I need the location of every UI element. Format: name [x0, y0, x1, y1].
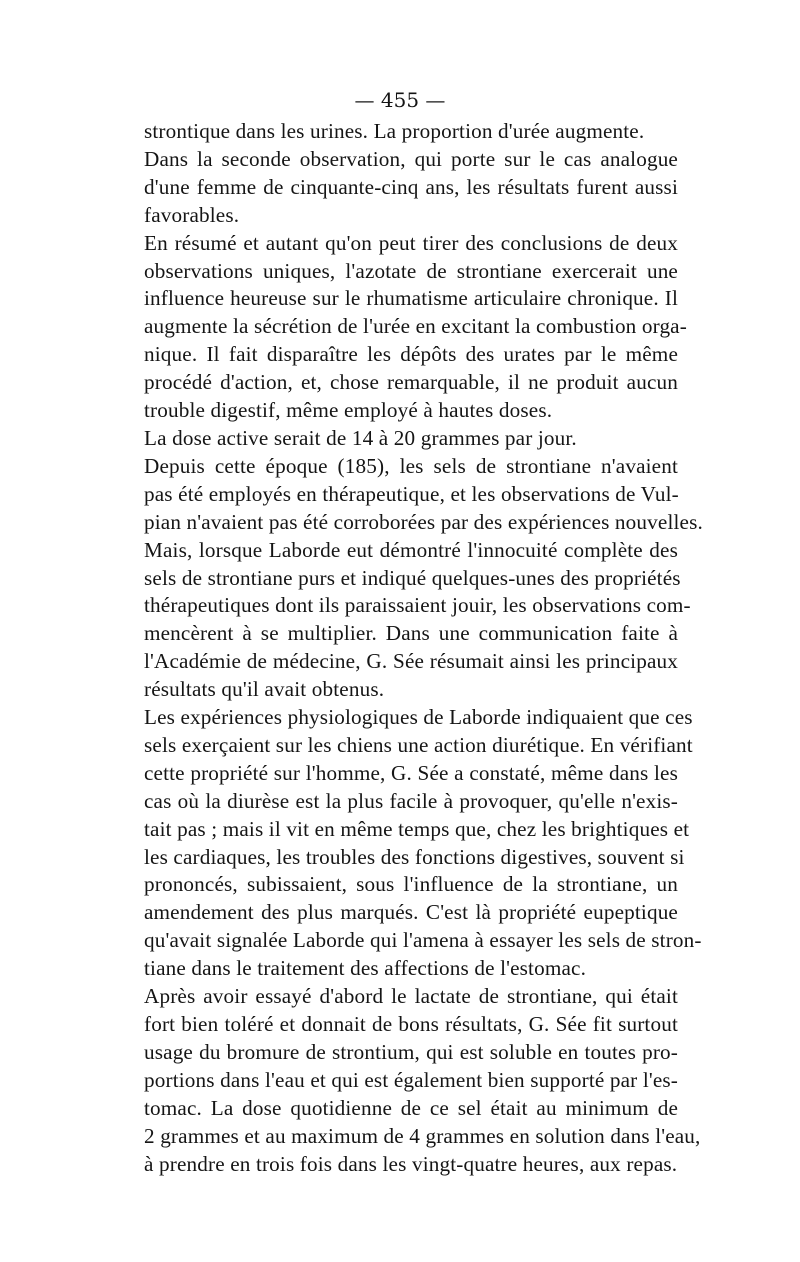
- text-line: influence heureuse sur le rhumatisme articulaire chronique. Il: [144, 286, 678, 311]
- text-line: cette propriété sur l'homme, G. Sée a constaté, même dans les: [144, 760, 678, 785]
- text-line: Depuis cette époque (185), les sels de strontiane n'avaient: [144, 453, 678, 478]
- text-line: usage du bromure de strontium, qui est soluble en toutes pro-: [144, 1039, 678, 1064]
- paragraph: [144, 453, 703, 537]
- text-line: trouble digestif, même employé à hautes doses.: [144, 398, 553, 423]
- paragraph: [144, 425, 678, 453]
- text-line: tomac. La dose quotidienne de ce sel était au minimum de: [144, 1095, 678, 1120]
- paragraph: [144, 146, 678, 230]
- text-line: nique. Il fait disparaître les dépôts des urates par le même: [144, 342, 678, 367]
- text-line: mencèrent à se multiplier. Dans une communication faite à: [144, 621, 678, 646]
- text-line: Les expériences physiologiques de Laborde indiquaient que ces: [144, 705, 693, 730]
- text-line: procédé d'action, et, chose remarquable, il ne produit aucun: [144, 370, 678, 395]
- text-line: 2 grammes et au maximum de 4 grammes en solution dans l'eau,: [144, 1123, 701, 1148]
- text-line: portions dans l'eau et qui est également bien supporté par l'es-: [144, 1067, 678, 1092]
- text-line: l'Académie de médecine, G. Sée résumait ainsi les principaux: [144, 649, 678, 674]
- body-text: [144, 118, 703, 1178]
- text-line: d'une femme de cinquante-cinq ans, les résultats furent aussi: [144, 174, 678, 199]
- paragraph: [144, 230, 687, 425]
- text-line: Dans la seconde observation, qui porte sur le cas analogue: [144, 146, 678, 171]
- text-line: pian n'avaient pas été corroborées par des expériences nouvelles.: [144, 509, 703, 534]
- text-line: tiane dans le traitement des affections de l'estomac.: [144, 956, 587, 981]
- text-line: augmente la sécrétion de l'urée en excitant la combustion orga-: [144, 314, 687, 339]
- text-line: La dose active serait de 14 à 20 grammes par jour.: [144, 425, 577, 450]
- text-line: thérapeutiques dont ils paraissaient jouir, les observations com-: [144, 593, 691, 618]
- text-line: pas été employés en thérapeutique, et les observations de Vul-: [144, 481, 679, 506]
- text-line: sels exerçaient sur les chiens une action diurétique. En vérifiant: [144, 732, 693, 757]
- text-line: strontique dans les urines. La proportion d'urée augmente.: [144, 119, 645, 143]
- text-line: fort bien toléré et donnait de bons résultats, G. Sée fit surtout: [144, 1012, 678, 1036]
- paragraph: [144, 118, 678, 146]
- text-line: résultats qu'il avait obtenus.: [144, 677, 385, 702]
- text-line: Après avoir essayé d'abord le lactate de strontiane, qui était: [144, 984, 678, 1009]
- text-line: favorables.: [144, 202, 240, 227]
- paragraph: [144, 704, 702, 983]
- text-line: amendement des plus marqués. C'est là propriété eupeptique: [144, 900, 678, 925]
- paragraph: [144, 983, 701, 1178]
- text-line: qu'avait signalée Laborde qui l'amena à essayer les sels de stron-: [144, 928, 702, 953]
- text-line: sels de strontiane purs et indiqué quelques-unes des propriétés: [144, 565, 681, 590]
- text-line: cas où la diurèse est la plus facile à provoquer, qu'elle n'exis-: [144, 788, 678, 813]
- text-line: Mais, lorsque Laborde eut démontré l'innocuité complète des: [144, 537, 678, 562]
- text-line: En résumé et autant qu'on peut tirer des conclusions de deux: [144, 230, 678, 255]
- paragraph: [144, 537, 691, 704]
- text-line: tait pas ; mais il vit en même temps que, chez les brightiques et: [144, 816, 690, 841]
- page-number: — 455 —: [354, 88, 446, 112]
- text-line: les cardiaques, les troubles des fonctions digestives, souvent si: [144, 844, 685, 869]
- text-line: prononcés, subissaient, sous l'influence de la strontiane, un: [144, 872, 678, 897]
- text-line: observations uniques, l'azotate de strontiane exercerait une: [144, 258, 678, 283]
- text-line: à prendre en trois fois dans les vingt-quatre heures, aux repas.: [144, 1151, 678, 1176]
